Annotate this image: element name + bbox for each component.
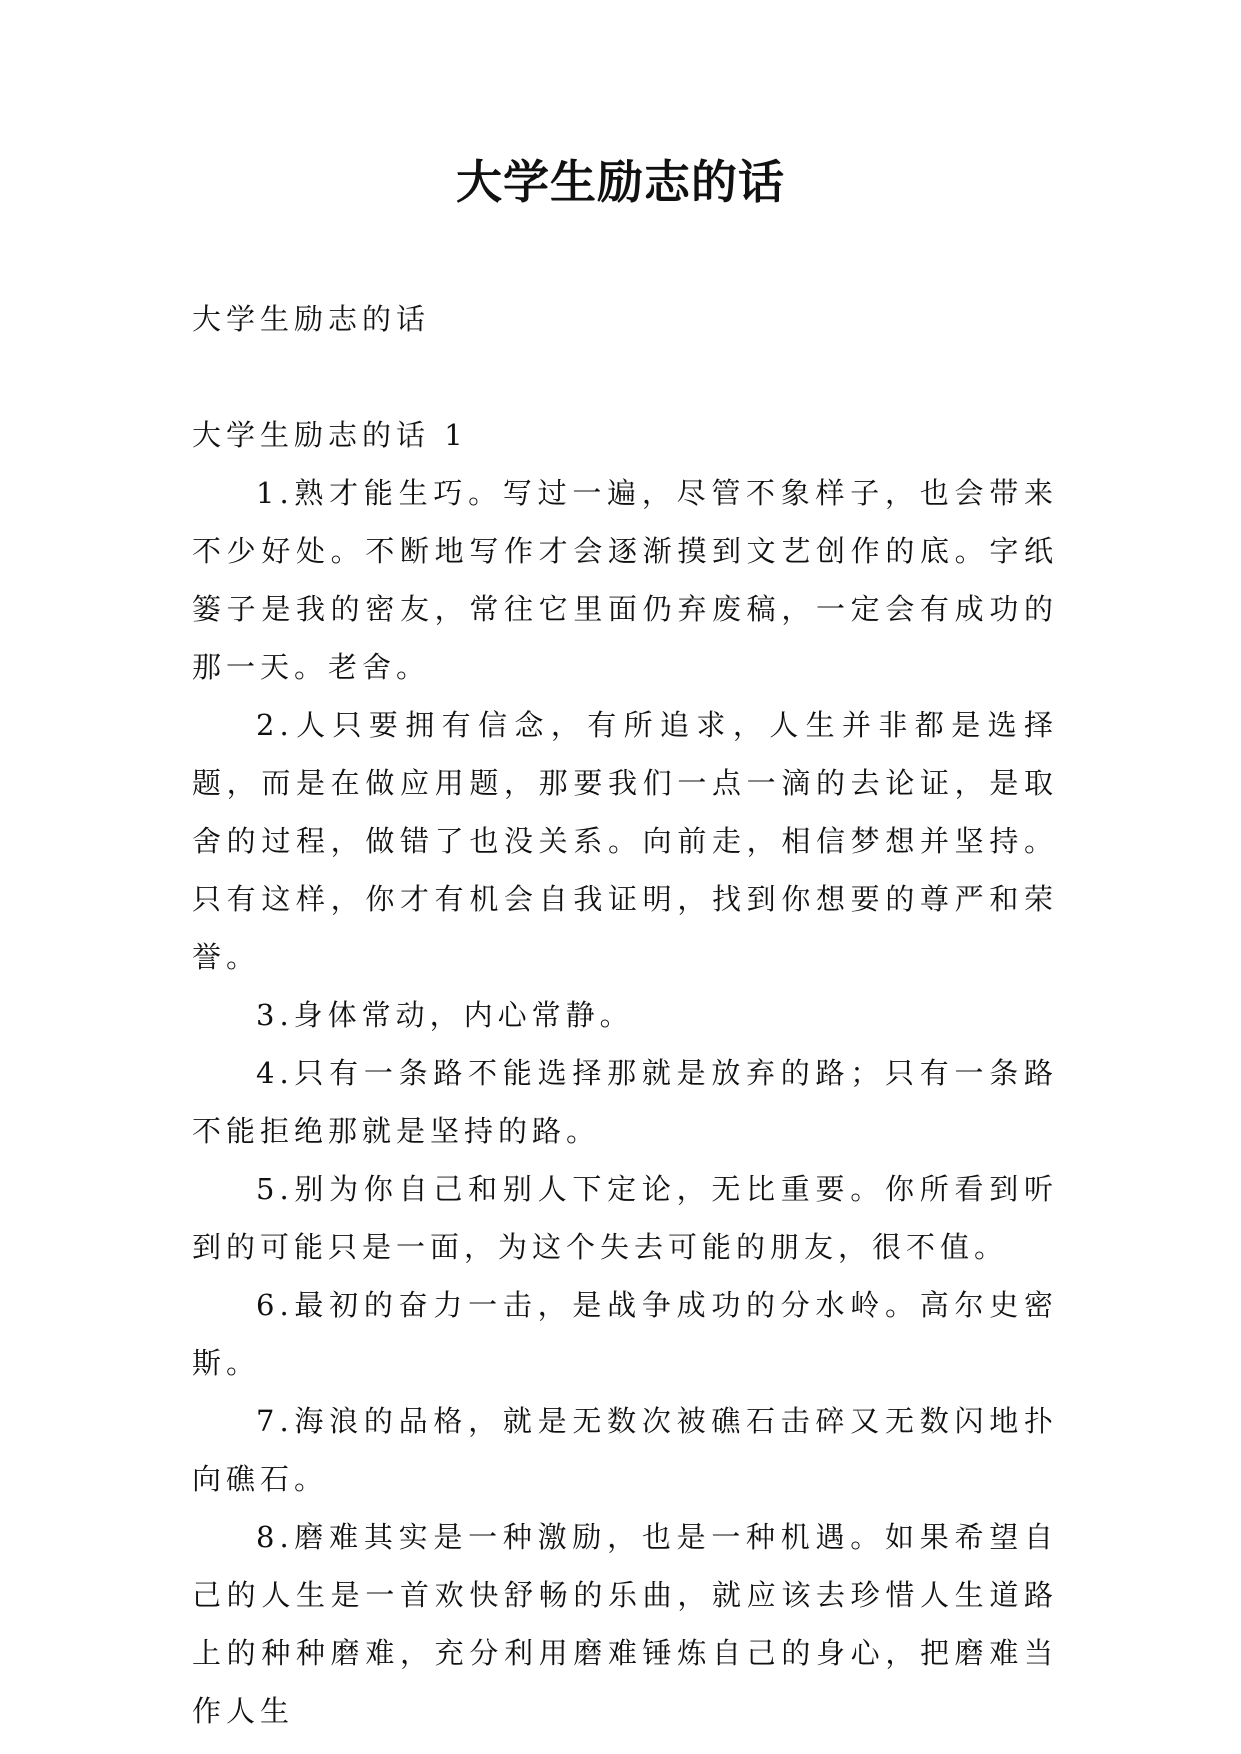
list-item: 8.磨难其实是一种激励，也是一种机遇。如果希望自己的人生是一首欢快舒畅的乐曲，就应该去珍惜人生道路上的种种磨难，充分利用磨难锤炼自己的身心，把磨难当作人生 (192, 1520, 1058, 1728)
list-item: 2.人只要拥有信念，有所追求，人生并非都是选择题，而是在做应用题，那要我们一点一滴的去论证，是取舍的过程，做错了也没关系。向前走，相信梦想并坚持。只有这样，你才有机会自我证明，找到你想要的尊严和荣誉。 (192, 708, 1058, 974)
document-body (192, 290, 1058, 1740)
list-item: 4.只有一条路不能选择那就是放弃的路；只有一条路不能拒绝那就是坚持的路。 (192, 1056, 1058, 1148)
document-title: 大学生励志的话 (456, 155, 785, 209)
list-item: 3.身体常动，内心常静。 (256, 998, 634, 1032)
list-item: 1.熟才能生巧。写过一遍，尽管不象样子，也会带来不少好处。不断地写作才会逐渐摸到文艺创作的底。字纸篓子是我的密友，常往它里面仍弃废稿，一定会有成功的那一天。老舍。 (192, 476, 1058, 684)
list-item: 5.别为你自己和别人下定论，无比重要。你所看到听到的可能只是一面，为这个失去可能的朋友，很不值。 (192, 1172, 1058, 1264)
document-subtitle: 大学生励志的话 (192, 302, 431, 336)
list-item: 7.海浪的品格，就是无数次被礁石击碎又无数闪地扑向礁石。 (192, 1404, 1058, 1496)
list-item: 6.最初的奋力一击，是战争成功的分水岭。高尔史密斯。 (192, 1288, 1058, 1380)
section-heading: 大学生励志的话 1 (192, 418, 468, 452)
